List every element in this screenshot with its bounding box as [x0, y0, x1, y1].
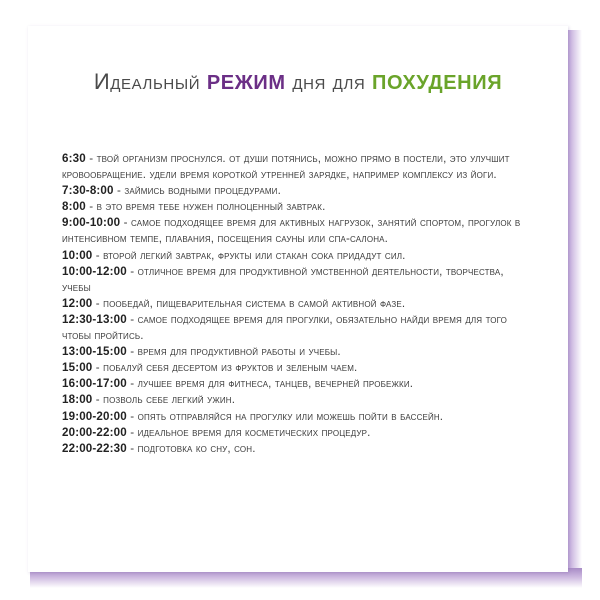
schedule-time: 10:00 — [62, 248, 93, 262]
schedule-description: - идеальное время для косметических процедур. — [130, 425, 371, 439]
schedule-time: 12:30-13:00 — [62, 312, 127, 326]
schedule-entry — [62, 392, 532, 408]
schedule-entry — [62, 441, 532, 457]
schedule-description: - время для продуктивной работы и учебы. — [130, 345, 341, 359]
schedule-card — [28, 26, 568, 572]
schedule-entry — [62, 425, 532, 441]
schedule-time: 16:00-17:00 — [62, 377, 127, 391]
schedule-list — [62, 151, 532, 457]
schedule-time: 7:30-8:00 — [62, 184, 114, 198]
schedule-description: - второй легкий завтрак, фрукты или стакан сока придадут сил. — [95, 248, 406, 262]
schedule-entry — [62, 409, 532, 425]
schedule-description: - опять отправляйся на прогулку или можешь пойти в бассейн. — [130, 409, 444, 423]
schedule-description: - подготовка ко сну, сон. — [130, 441, 256, 455]
schedule-entry — [62, 344, 532, 360]
schedule-time: 8:00 — [62, 200, 86, 214]
schedule-description: - лучшее время для фитнеса, танцев, вечерней пробежки. — [130, 377, 414, 391]
schedule-time: 20:00-22:00 — [62, 425, 127, 439]
schedule-description: - самое подходящее время для прогулки, обязательно найди время для того чтобы пройтись. — [62, 312, 508, 343]
schedule-entry — [62, 151, 532, 183]
schedule-description: - займись водными процедурами. — [117, 184, 281, 198]
schedule-description: - отличное время для продуктивной умственной деятельности, творчества, учебы — [62, 264, 504, 294]
schedule-description: - позволь себе легкий ужин. — [95, 393, 236, 407]
schedule-description: - пообедай, пищеварительная система в самой активной фазе. — [95, 296, 406, 310]
schedule-time: 6:30 — [62, 152, 86, 165]
schedule-entry — [62, 248, 532, 264]
title-part-2: дня для — [292, 69, 366, 94]
schedule-time: 19:00-20:00 — [62, 409, 127, 423]
schedule-entry — [62, 215, 532, 247]
schedule-entry — [62, 199, 532, 215]
schedule-description: - самое подходящее время для активных нагрузок, занятий спортом, прогулок в интенсивном темпе, плавания, посещения сауны или спа-салона. — [62, 216, 521, 246]
title-part-1: Идеальный — [93, 69, 201, 94]
title-highlight-weightloss: ПОХУДЕНИЯ — [372, 72, 503, 94]
page-title — [28, 69, 568, 95]
schedule-time: 9:00-10:00 — [62, 216, 121, 230]
schedule-time: 18:00 — [62, 393, 93, 407]
schedule-entry — [62, 376, 532, 392]
schedule-entry — [62, 183, 532, 199]
schedule-description: - побалуй себя десертом из фруктов и зеленым чаем. — [95, 361, 358, 375]
schedule-time: 12:00 — [62, 296, 93, 310]
title-highlight-regime: РЕЖИМ — [206, 72, 286, 94]
schedule-entry — [62, 264, 532, 296]
schedule-time: 13:00-15:00 — [62, 345, 127, 359]
schedule-description: - в это время тебе нужен полноценный завтрак. — [89, 200, 326, 214]
schedule-time: 22:00-22:30 — [62, 441, 127, 455]
schedule-description: - твой организм проснулся. от души потянись, можно прямо в постели, это улучшит кровообращение. удели время короткой утренней зарядке, например комплексу из йоги. — [62, 152, 510, 182]
schedule-entry — [62, 312, 532, 344]
schedule-entry — [62, 296, 532, 312]
schedule-time: 15:00 — [62, 361, 93, 375]
schedule-entry — [62, 360, 532, 376]
schedule-time: 10:00-12:00 — [62, 264, 127, 278]
